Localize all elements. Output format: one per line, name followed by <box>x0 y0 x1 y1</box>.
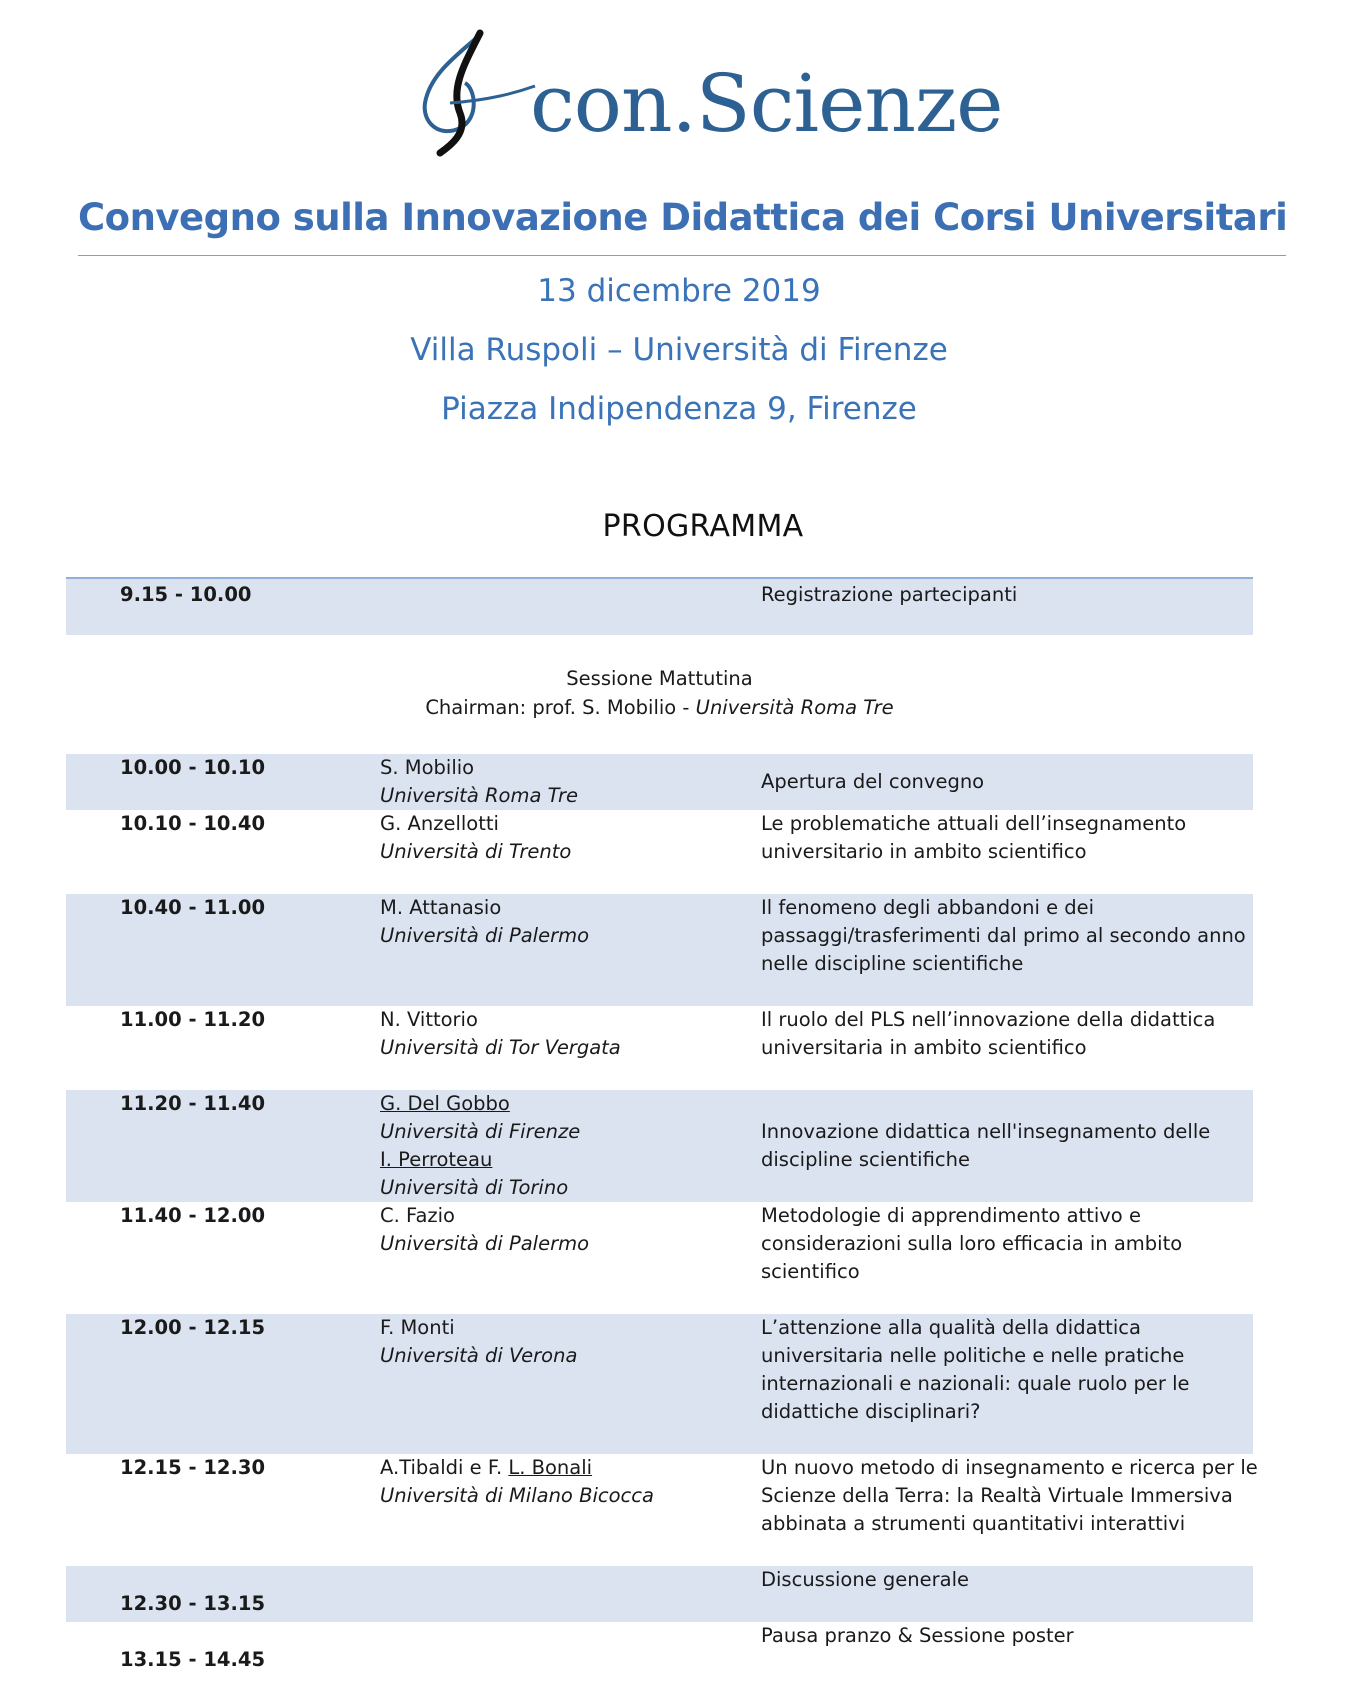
session-chair-prefix: Chairman: prof. S. Mobilio - <box>425 696 696 719</box>
event-venue: Villa Ruspoli – Università di Firenze <box>410 332 948 368</box>
row-title-line: universitaria nelle politiche e nelle pratiche <box>761 1344 1185 1367</box>
row-title-line: Il fenomeno degli abbandoni e dei <box>761 896 1095 919</box>
row-title: Registrazione partecipanti <box>761 583 1018 606</box>
row-time: 12.00 - 12.15 <box>120 1316 266 1339</box>
row-title-line: didattiche disciplinari? <box>761 1400 981 1423</box>
row-time: 11.40 - 12.00 <box>120 1204 266 1227</box>
conference-title: Convegno sulla Innovazione Didattica dei Corsi Universitari <box>78 196 1288 239</box>
row-speaker: G. Del Gobbo <box>380 1092 510 1115</box>
row-title-line: internazionali e nazionali: quale ruolo per le <box>761 1372 1190 1395</box>
row-time: 12.30 - 13.15 <box>120 1592 266 1615</box>
row-speaker-underlined: L. Bonali <box>508 1456 593 1479</box>
row-time: 11.20 - 11.40 <box>120 1092 266 1115</box>
row-affiliation: Università di Torino <box>380 1176 569 1199</box>
table-row <box>66 1314 1253 1454</box>
row-speaker: F. Monti <box>380 1316 455 1339</box>
row-title: Pausa pranzo & Sessione poster <box>761 1624 1074 1647</box>
row-title-line: passaggi/trasferimenti dal primo al secondo anno <box>761 924 1246 947</box>
row-title-line: scientifico <box>761 1260 860 1283</box>
session-chair <box>66 694 1253 723</box>
row-speaker: G. Anzellotti <box>380 812 499 835</box>
table-row <box>66 894 1253 1006</box>
session-name: Sessione Mattutina <box>566 667 753 690</box>
row-title: Discussione generale <box>761 1568 970 1591</box>
row-affiliation: Università di Verona <box>380 1344 578 1367</box>
row-affiliation: Università di Milano Bicocca <box>380 1484 654 1507</box>
event-address: Piazza Indipendenza 9, Firenze <box>441 391 917 427</box>
table-row <box>66 1090 1253 1202</box>
row-title-line: Un nuovo metodo di insegnamento e ricerca per le <box>761 1456 1258 1479</box>
row-title: Apertura del convegno <box>761 770 985 793</box>
table-row <box>66 754 1253 810</box>
table-row <box>66 1454 1258 1566</box>
event-date: 13 dicembre 2019 <box>537 273 821 309</box>
row-affiliation: Università Roma Tre <box>380 784 579 807</box>
logo-text: con.Scienze <box>530 57 1003 150</box>
title-divider <box>78 255 1286 256</box>
table-row <box>66 1202 1253 1314</box>
session-chair-affiliation: Università Roma Tre <box>695 696 894 719</box>
row-title-line: Il ruolo del PLS nell’innovazione della didattica <box>761 1008 1216 1031</box>
row-title-line: abbinata a strumenti quantitativi interattivi <box>761 1512 1186 1535</box>
row-speaker: M. Attanasio <box>380 896 502 919</box>
row-speaker: S. Mobilio <box>380 756 475 779</box>
row-speaker-part: A.Tibaldi e F. <box>380 1456 509 1479</box>
program-heading: PROGRAMMA <box>602 509 804 544</box>
row-speaker <box>380 1454 592 1483</box>
row-affiliation: Università di Firenze <box>380 1120 581 1143</box>
row-title-line: Le problematiche attuali dell’insegnamento <box>761 812 1187 835</box>
row-title-line: nelle discipline scientifiche <box>761 952 1024 975</box>
row-title-line: universitario in ambito scientifico <box>761 840 1087 863</box>
row-title-line: universitaria in ambito scientifico <box>761 1036 1087 1059</box>
row-affiliation: Università di Palermo <box>380 1232 590 1255</box>
row-time: 10.10 - 10.40 <box>120 812 266 835</box>
row-affiliation: Università di Trento <box>380 840 572 863</box>
row-title-line: considerazioni sulla loro efficacia in ambito <box>761 1232 1183 1255</box>
row-title-line: L’attenzione alla qualità della didattica <box>761 1316 1141 1339</box>
table-row <box>66 1622 1253 1678</box>
table-row <box>66 1566 1253 1622</box>
table-row <box>66 810 1253 894</box>
row-time: 12.15 - 12.30 <box>120 1456 266 1479</box>
row-title-line: Innovazione didattica nell'insegnamento delle <box>761 1120 1211 1143</box>
row-time: 13.15 - 14.45 <box>120 1648 266 1671</box>
row-affiliation: Università di Tor Vergata <box>380 1036 621 1059</box>
row-affiliation: Università di Palermo <box>380 924 590 947</box>
logo-underline-icon <box>450 86 535 103</box>
row-time: 10.40 - 11.00 <box>120 896 266 919</box>
row-time: 11.00 - 11.20 <box>120 1008 266 1031</box>
row-title-line: discipline scientifiche <box>761 1148 970 1171</box>
table-row <box>66 577 1253 635</box>
row-title-line: Scienze della Terra: la Realtà Virtuale Immersiva <box>761 1484 1233 1507</box>
row-title-line: Metodologie di apprendimento attivo e <box>761 1204 1141 1227</box>
row-speaker: C. Fazio <box>380 1204 455 1227</box>
row-speaker: I. Perroteau <box>380 1148 493 1171</box>
table-row <box>66 1006 1253 1090</box>
row-time: 10.00 - 10.10 <box>120 756 266 779</box>
row-time: 9.15 - 10.00 <box>120 583 252 606</box>
row-speaker: N. Vittorio <box>380 1008 478 1031</box>
